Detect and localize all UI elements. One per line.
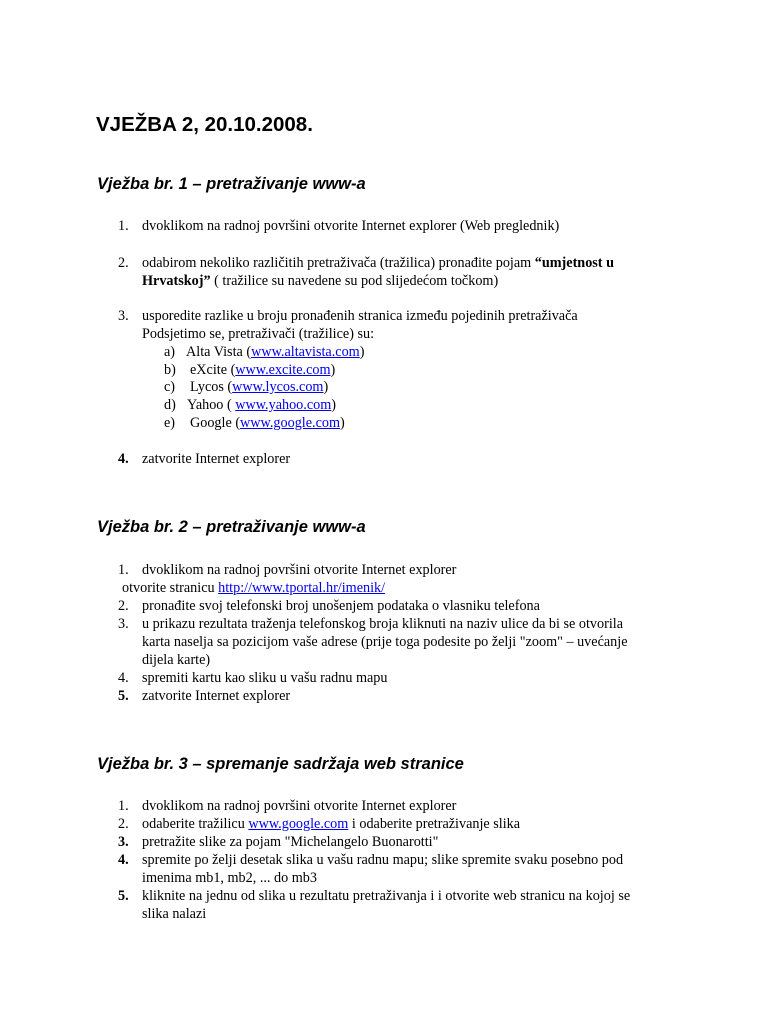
- exercise-2-heading: Vježba br. 2 – pretraživanje www-a: [97, 518, 366, 536]
- list-number: 2.: [118, 255, 129, 271]
- list-item: u prikazu rezultata traženja telefonskog broja kliknuti na naziv ulice da bi se otvorila: [142, 616, 624, 632]
- list-number: 1.: [118, 562, 129, 578]
- list-item-continued: otvorite stranicu http://www.tportal.hr/imenik/: [122, 580, 386, 596]
- list-item: usporedite razlike u broju pronađenih stranica između pojedinih pretraživača: [142, 308, 578, 324]
- sublist-letter: e): [164, 415, 176, 431]
- list-item-continued: imenima mb1, mb2, ... do mb3: [142, 870, 317, 886]
- list-item-continued: dijela karte): [142, 652, 211, 668]
- list-item-continued: slika nalazi: [142, 906, 207, 922]
- search-engine-item: eXcite (www.excite.com): [190, 362, 336, 378]
- list-number: 1.: [118, 218, 129, 234]
- list-item-continued: karta naselja sa pozicijom vaše adrese (prije toga podesite po želji "zoom" – uvećanje: [142, 634, 628, 650]
- search-engine-item: Yahoo ( www.yahoo.com): [187, 397, 336, 413]
- list-item: odabirom nekoliko različitih pretraživača (tražilica) pronađite pojam “umjetnost u: [142, 255, 614, 271]
- list-number: 5.: [118, 688, 129, 704]
- list-number: 5.: [118, 888, 129, 904]
- altavista-link[interactable]: www.altavista.com: [251, 344, 360, 360]
- search-engine-item: Google (www.google.com): [190, 415, 345, 431]
- list-number: 3.: [118, 834, 129, 850]
- list-item-continued: Podsjetimo se, pretraživači (tražilice) su:: [142, 326, 375, 342]
- list-item: zatvorite Internet explorer: [142, 688, 291, 704]
- sublist-letter: d): [164, 397, 176, 413]
- sublist-letter: a): [164, 344, 176, 360]
- list-item: spremiti kartu kao sliku u vašu radnu mapu: [142, 670, 388, 686]
- list-number: 4.: [118, 852, 129, 868]
- list-item-continued: Hrvatskoj” ( tražilice su navedene su pod slijedećom točkom): [142, 273, 499, 289]
- list-item: kliknite na jednu od slika u rezultatu pretraživanja i i otvorite web stranicu na kojoj se: [142, 888, 631, 904]
- list-number: 3.: [118, 616, 129, 632]
- list-number: 4.: [118, 670, 129, 686]
- excite-link[interactable]: www.excite.com: [235, 362, 331, 378]
- exercise-3-heading: Vježba br. 3 – spremanje sadržaja web stranice: [97, 755, 464, 773]
- list-number: 4.: [118, 451, 129, 467]
- sublist-letter: c): [164, 379, 176, 395]
- list-item: dvoklikom na radnoj površini otvorite Internet explorer (Web preglednik): [142, 218, 560, 234]
- list-item: dvoklikom na radnoj površini otvorite Internet explorer: [142, 798, 457, 814]
- list-number: 2.: [118, 598, 129, 614]
- sublist-letter: b): [164, 362, 176, 378]
- list-number: 1.: [118, 798, 129, 814]
- list-item: spremite po želji desetak slika u vašu radnu mapu; slike spremite svaku posebno pod: [142, 852, 624, 868]
- tportal-link[interactable]: http://www.tportal.hr/imenik/: [218, 580, 386, 596]
- yahoo-link[interactable]: www.yahoo.com: [235, 397, 332, 413]
- page-title: VJEŽBA 2, 20.10.2008.: [96, 113, 313, 136]
- list-number: 2.: [118, 816, 129, 832]
- google-link[interactable]: www.google.com: [240, 415, 340, 431]
- list-number: 3.: [118, 308, 129, 324]
- search-engine-item: Alta Vista (www.altavista.com): [186, 344, 365, 360]
- search-engine-item: Lycos (www.lycos.com): [190, 379, 329, 395]
- exercise-1-heading: Vježba br. 1 – pretraživanje www-a: [97, 175, 366, 193]
- google-link[interactable]: www.google.com: [248, 816, 349, 832]
- lycos-link[interactable]: www.lycos.com: [232, 379, 324, 395]
- list-item: dvoklikom na radnoj površini otvorite Internet explorer: [142, 562, 457, 578]
- list-item: pronađite svoj telefonski broj unošenjem podataka o vlasniku telefona: [142, 598, 540, 614]
- list-item: pretražite slike za pojam "Michelangelo Buonarotti": [142, 834, 439, 850]
- list-item: zatvorite Internet explorer: [142, 451, 291, 467]
- list-item: odaberite tražilicu www.google.com i odaberite pretraživanje slika: [142, 816, 521, 832]
